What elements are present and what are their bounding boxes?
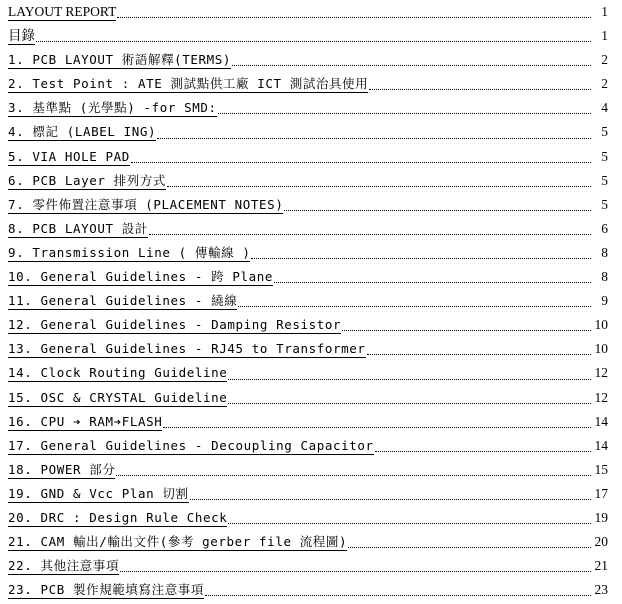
toc-entry-title[interactable]: 5. VIA HOLE PAD xyxy=(8,148,130,164)
toc-entry[interactable] xyxy=(8,73,608,97)
toc-entry-page: 14 xyxy=(594,413,608,429)
dot-leader xyxy=(367,354,591,355)
toc-entry-title[interactable]: 12. General Guidelines - Damping Resistor xyxy=(8,317,342,333)
toc-entry-page: 4 xyxy=(601,100,608,116)
toc-entry-title[interactable]: 1. PCB LAYOUT 術語解釋(TERMS) xyxy=(8,52,232,68)
dot-leader xyxy=(375,451,591,452)
toc-entry[interactable] xyxy=(8,387,608,411)
toc-entry-page: 10 xyxy=(594,341,608,357)
toc-entry[interactable] xyxy=(8,459,608,483)
dot-leader xyxy=(284,210,591,211)
toc-entry[interactable] xyxy=(8,411,608,435)
toc-entry-title[interactable]: 9. Transmission Line ( 傳輸線 ) xyxy=(8,244,251,260)
toc-entry[interactable] xyxy=(8,338,608,362)
dot-leader xyxy=(251,258,591,259)
toc-entry-page: 5 xyxy=(601,124,608,140)
toc-entry-title[interactable]: 4. 標記 (LABEL ING) xyxy=(8,124,157,140)
dot-leader xyxy=(149,234,591,235)
toc-entry-page: 12 xyxy=(594,389,608,405)
toc-entry-title[interactable]: 18. POWER 部分 xyxy=(8,461,116,477)
toc-entry-title[interactable]: 6. PCB Layer 排列方式 xyxy=(8,172,167,188)
toc-entry-title[interactable]: 16. CPU ➔ RAM➔FLASH xyxy=(8,413,163,429)
toc-entry[interactable] xyxy=(8,49,608,73)
toc-entry-title[interactable]: 14. Clock Routing Guideline xyxy=(8,365,228,381)
table-of-contents xyxy=(8,1,608,603)
toc-entry[interactable] xyxy=(8,218,608,242)
toc-entry[interactable] xyxy=(8,1,608,25)
dot-leader xyxy=(116,475,591,476)
dot-leader xyxy=(36,41,591,42)
toc-entry-page: 14 xyxy=(594,437,608,453)
toc-entry-title[interactable]: LAYOUT REPORT xyxy=(8,4,117,19)
toc-entry-page: 19 xyxy=(594,509,608,525)
toc-entry-page: 8 xyxy=(601,244,608,260)
toc-entry[interactable] xyxy=(8,362,608,386)
toc-entry[interactable] xyxy=(8,121,608,145)
dot-leader xyxy=(228,523,591,524)
toc-entry[interactable] xyxy=(8,290,608,314)
toc-entry-title[interactable]: 15. OSC & CRYSTAL Guideline xyxy=(8,389,228,405)
toc-entry[interactable] xyxy=(8,97,608,121)
toc-entry-page: 1 xyxy=(601,28,608,44)
toc-entry-title[interactable]: 23. PCB 製作規範填寫注意事項 xyxy=(8,582,205,598)
toc-entry[interactable] xyxy=(8,555,608,579)
toc-entry-page: 5 xyxy=(601,148,608,164)
toc-entry[interactable] xyxy=(8,25,608,49)
toc-entry[interactable] xyxy=(8,483,608,507)
toc-entry-page: 15 xyxy=(594,461,608,477)
toc-entry-page: 5 xyxy=(601,196,608,212)
toc-entry[interactable] xyxy=(8,579,608,603)
toc-entry-title[interactable]: 17. General Guidelines - Decoupling Capacitor xyxy=(8,437,374,453)
toc-entry-title[interactable]: 19. GND & Vcc Plan 切割 xyxy=(8,485,189,501)
toc-entry-page: 5 xyxy=(601,172,608,188)
toc-entry-page: 20 xyxy=(594,534,608,550)
toc-entry-page: 17 xyxy=(594,485,608,501)
dot-leader xyxy=(348,547,591,548)
toc-entry[interactable] xyxy=(8,194,608,218)
toc-entry-title[interactable]: 8. PCB LAYOUT 設計 xyxy=(8,220,148,236)
dot-leader xyxy=(228,379,591,380)
dot-leader xyxy=(274,282,591,283)
dot-leader xyxy=(157,138,591,139)
toc-entry-title[interactable]: 21. CAM 輸出/輸出文件(參考 gerber file 流程圖) xyxy=(8,534,348,550)
dot-leader xyxy=(163,427,591,428)
toc-entry-page: 23 xyxy=(594,582,608,598)
toc-entry[interactable] xyxy=(8,170,608,194)
toc-entry-page: 6 xyxy=(601,220,608,236)
toc-entry-page: 12 xyxy=(594,365,608,381)
toc-entry-title[interactable]: 20. DRC : Design Rule Check xyxy=(8,509,228,525)
dot-leader xyxy=(238,306,591,307)
dot-leader xyxy=(117,17,591,18)
toc-entry-page: 21 xyxy=(594,558,608,574)
toc-entry[interactable] xyxy=(8,146,608,170)
toc-entry-title[interactable]: 10. General Guidelines - 跨 Plane xyxy=(8,269,273,285)
toc-entry[interactable] xyxy=(8,507,608,531)
dot-leader xyxy=(232,65,591,66)
dot-leader xyxy=(190,499,591,500)
toc-entry-title[interactable]: 11. General Guidelines - 繞線 xyxy=(8,293,238,309)
toc-entry-title[interactable]: 2. Test Point : ATE 測試點供工廠 ICT 測試治具使用 xyxy=(8,76,369,92)
toc-entry[interactable] xyxy=(8,314,608,338)
dot-leader xyxy=(228,403,591,404)
dot-leader xyxy=(369,89,591,90)
dot-leader xyxy=(218,113,591,114)
toc-entry-title[interactable]: 13. General Guidelines - RJ45 to Transformer xyxy=(8,341,366,357)
toc-entry-title[interactable]: 22. 其他注意事項 xyxy=(8,558,120,574)
toc-entry-page: 1 xyxy=(601,4,608,19)
toc-entry[interactable] xyxy=(8,531,608,555)
toc-entry-page: 10 xyxy=(594,317,608,333)
dot-leader xyxy=(342,330,591,331)
toc-entry[interactable] xyxy=(8,435,608,459)
dot-leader xyxy=(167,186,591,187)
toc-entry-page: 9 xyxy=(601,293,608,309)
toc-entry[interactable] xyxy=(8,266,608,290)
toc-entry-page: 2 xyxy=(601,76,608,92)
toc-entry[interactable] xyxy=(8,242,608,266)
dot-leader xyxy=(120,571,591,572)
toc-entry-page: 2 xyxy=(601,52,608,68)
dot-leader xyxy=(131,162,591,163)
toc-entry-title[interactable]: 目錄 xyxy=(8,28,35,44)
toc-entry-title[interactable]: 3. 基準點 (光學點) -for SMD: xyxy=(8,100,217,116)
toc-entry-page: 8 xyxy=(601,269,608,285)
toc-entry-title[interactable]: 7. 零件佈置注意事項 (PLACEMENT NOTES) xyxy=(8,196,284,212)
dot-leader xyxy=(205,595,591,596)
